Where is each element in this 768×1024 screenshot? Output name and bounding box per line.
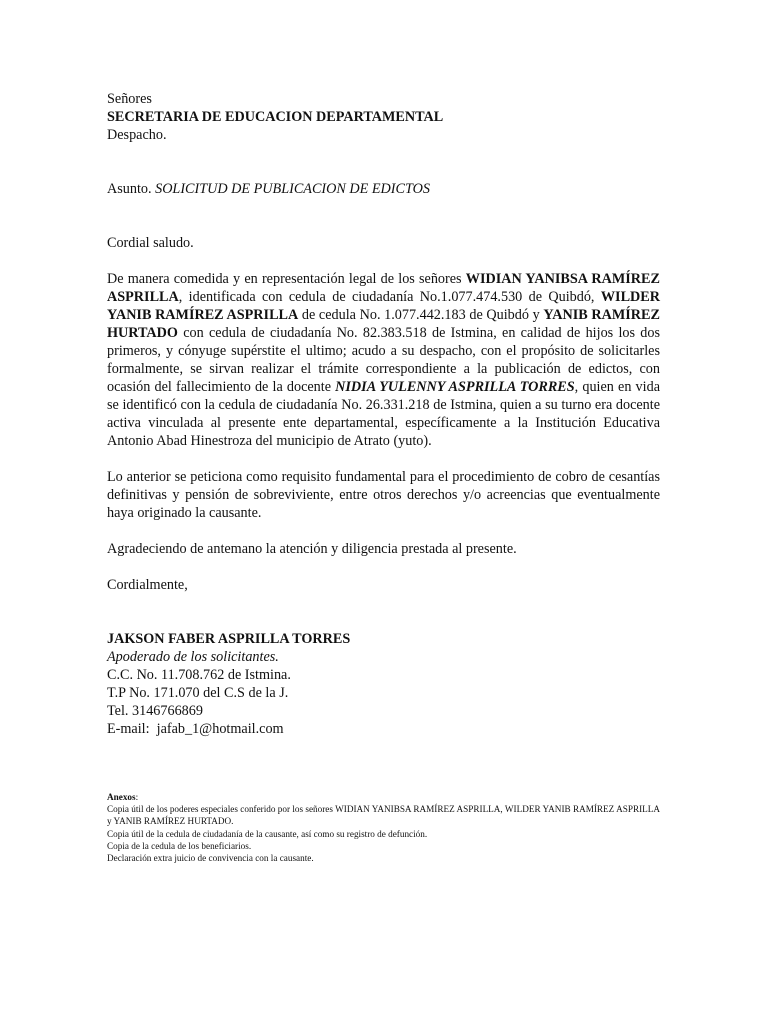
greeting: Cordial saludo.: [107, 235, 194, 251]
p1-seg: con cedula de ciudadanía No. 82.383.518 de Istmina, en calidad de hijos los dos primeros, y cónyuge supérstite el ultimo; acudo a su despacho, con el propósito de solicitarles formalmente, se sirvan realizar el trámite correspondiente a la publicación de edictos, con ocasión del fallecimiento de la docente: [107, 325, 660, 395]
signer-cc: C.C. No. 11.708.762 de Istmina.: [107, 667, 291, 683]
paragraph-2: Lo anterior se peticiona como requisito fundamental para el procedimiento de cobro de cesantías definitivas y pensión de sobreviviente, entre otros derechos y/o acreencias que eventualmente haya originado la causante.: [107, 469, 660, 521]
subject-label: Asunto.: [107, 181, 152, 197]
annexes-title-line: [107, 791, 660, 803]
signer-role: Apoderado de los solicitantes.: [107, 649, 279, 665]
annex-item: Declaración extra juicio de convivencia con la causante.: [107, 853, 314, 864]
annex-item: Copia útil de los poderes especiales conferido por los señores WIDIAN YANIBSA RAMÍREZ ASPRILLA, WILDER YANIB RAMÍREZ ASPRILLA y YANIB RAMÍREZ HURTADO.: [107, 804, 660, 827]
paragraph-1: [107, 270, 660, 450]
letter-body: [107, 90, 660, 738]
annex-item: Copia de la cedula de los beneficiarios.: [107, 840, 252, 851]
annexes-title-suffix: :: [135, 792, 139, 802]
subject-text: SOLICITUD DE PUBLICACION DE EDICTOS: [155, 181, 430, 197]
signer-name: JAKSON FABER ASPRILLA TORRES: [107, 631, 351, 647]
p1-seg-name: YANIB RAMÍREZ HURTADO: [107, 307, 660, 341]
p1-seg-name: WILDER YANIB RAMÍREZ ASPRILLA: [107, 289, 660, 323]
p1-seg: , identificada con cedula de ciudadanía No.1.077.474.530 de Quibdó,: [178, 289, 601, 305]
annex-item: Copia útil de la cedula de ciudadanía de la causante, así como su registro de defunción.: [107, 828, 428, 839]
closing: Cordialmente,: [107, 577, 188, 593]
signer-tel: Tel. 3146766869: [107, 703, 203, 719]
signer-tp: T.P No. 171.070 del C.S de la J.: [107, 685, 289, 701]
recipient: SECRETARIA DE EDUCACION DEPARTAMENTAL: [107, 109, 444, 125]
p1-seg: De manera comedida y en representación legal de los señores: [107, 271, 466, 287]
office: Despacho.: [107, 127, 167, 143]
p1-seg: , quien en vida se identificó con la cedula de ciudadanía No. 26.331.218 de Istmina, quien a su turno era docente activa vinculada al presente ente departamental, específicamente a la Institución Educativa Antonio Abad Hinestroza del municipio de Atrato (yuto).: [107, 379, 660, 449]
p1-seg-name: WIDIAN YANIBSA RAMÍREZ ASPRILLA: [107, 271, 660, 305]
p1-seg: de cedula No. 1.077.442.183 de Quibdó y: [298, 307, 544, 323]
p1-seg-name: NIDIA YULENNY ASPRILLA TORRES: [335, 379, 575, 395]
paragraph-3: Agradeciendo de antemano la atención y diligencia prestada al presente.: [107, 541, 517, 557]
annexes-title: Anexos: [107, 792, 136, 802]
salutation-to: Señores: [107, 91, 152, 107]
subject-line: [107, 180, 660, 198]
signer-email: E-mail: jafab_1@hotmail.com: [107, 721, 284, 737]
annexes: [107, 791, 660, 864]
